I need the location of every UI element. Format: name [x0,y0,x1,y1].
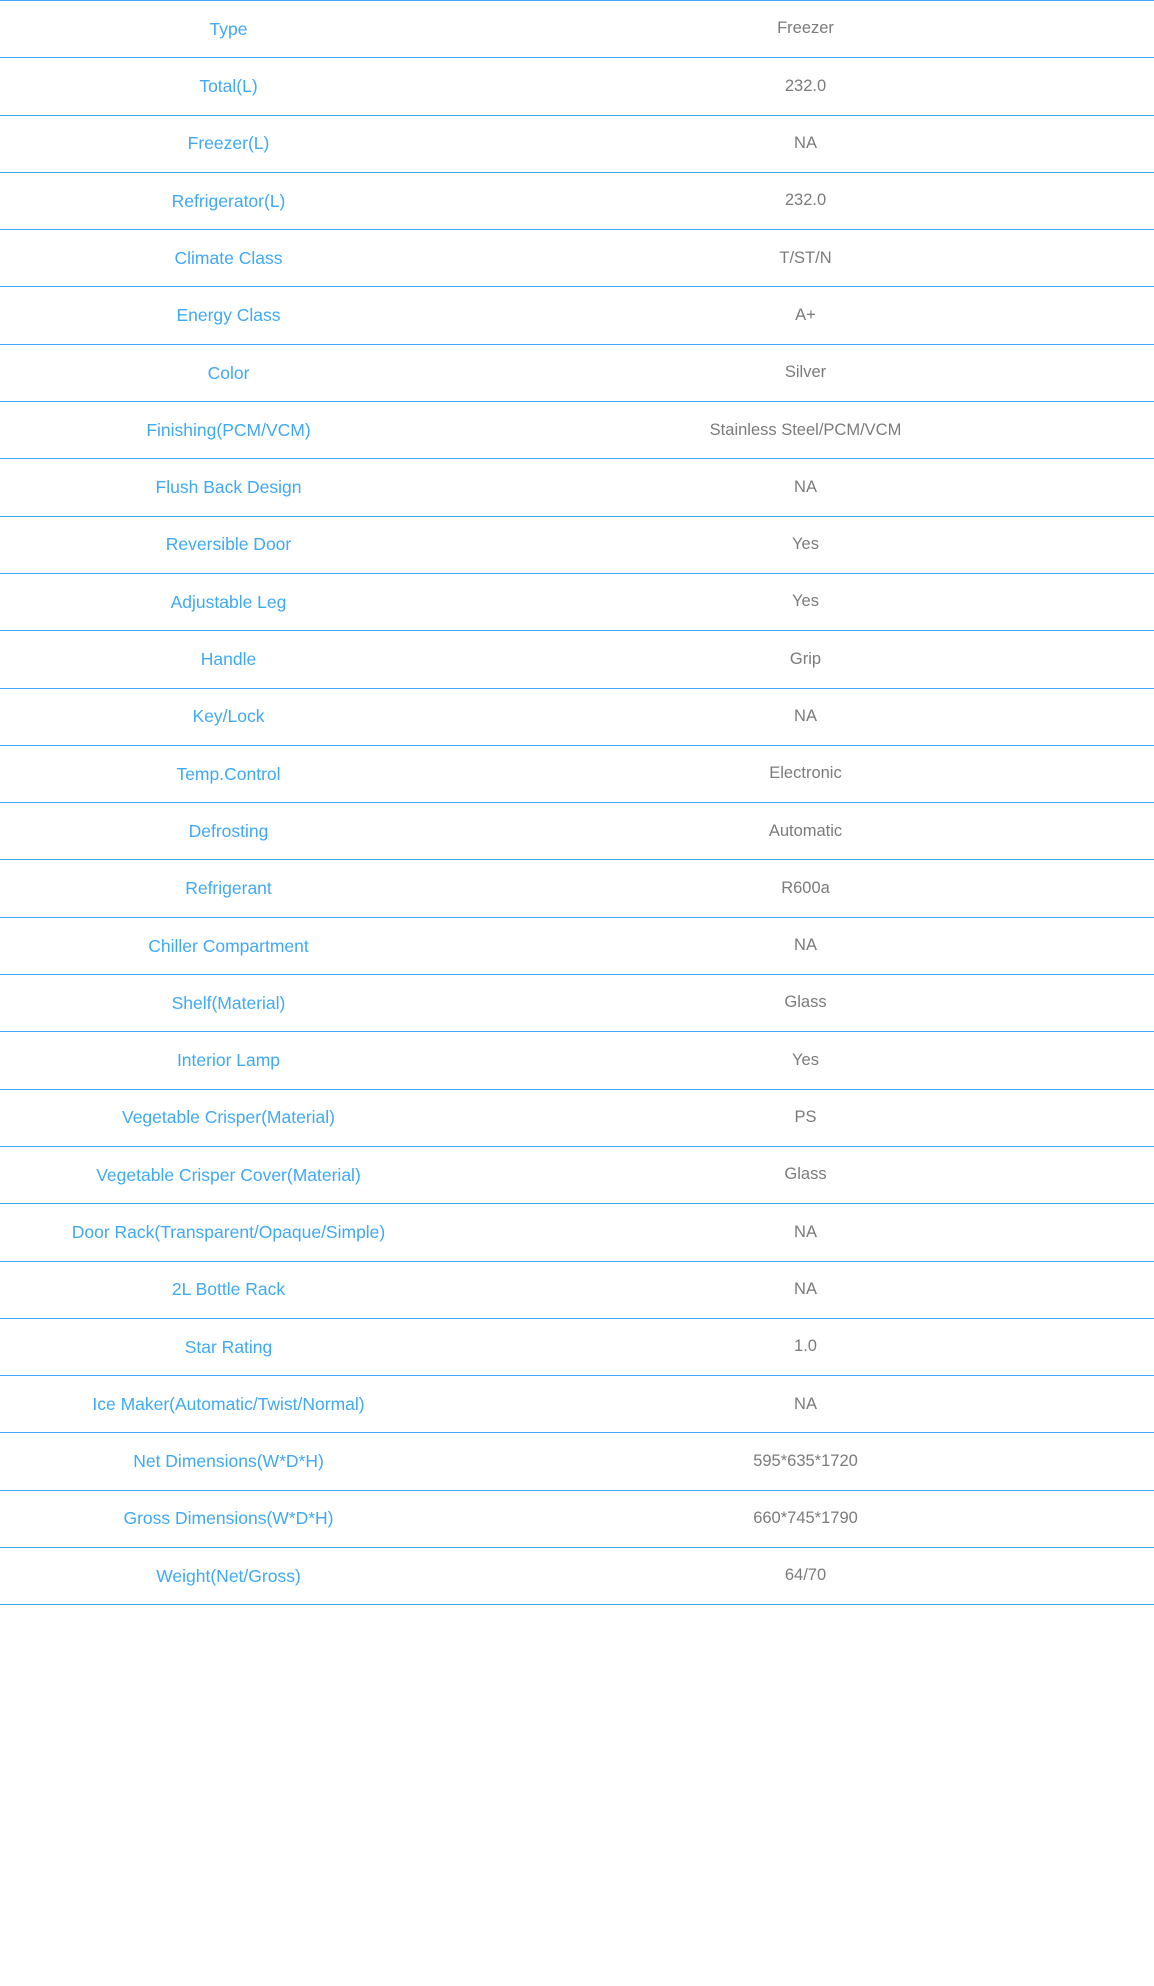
spec-label: Weight(Net/Gross) [0,1548,457,1605]
spec-value: Electronic [457,745,1154,802]
spec-label: Energy Class [0,287,457,344]
spec-label: Refrigerator(L) [0,172,457,229]
table-row [0,631,1154,688]
spec-value: NA [457,1204,1154,1261]
table-row [0,1433,1154,1490]
table-row [0,172,1154,229]
table-row [0,516,1154,573]
spec-value: 660*745*1790 [457,1490,1154,1547]
spec-table-body [0,1,1154,1605]
spec-value: Yes [457,573,1154,630]
spec-label: Total(L) [0,58,457,115]
table-row [0,344,1154,401]
spec-value: NA [457,1376,1154,1433]
spec-value: NA [457,115,1154,172]
spec-label: Ice Maker(Automatic/Twist/Normal) [0,1376,457,1433]
spec-value: 64/70 [457,1548,1154,1605]
table-row [0,1490,1154,1547]
table-row [0,230,1154,287]
spec-value: 1.0 [457,1318,1154,1375]
spec-label: Flush Back Design [0,459,457,516]
table-row [0,1548,1154,1605]
spec-label: Chiller Compartment [0,917,457,974]
spec-value: NA [457,459,1154,516]
spec-value: 232.0 [457,172,1154,229]
table-row [0,745,1154,802]
spec-label: Reversible Door [0,516,457,573]
spec-label: Finishing(PCM/VCM) [0,402,457,459]
spec-value: Yes [457,1032,1154,1089]
spec-label: Net Dimensions(W*D*H) [0,1433,457,1490]
spec-label: 2L Bottle Rack [0,1261,457,1318]
spec-label: Freezer(L) [0,115,457,172]
spec-value: T/ST/N [457,230,1154,287]
spec-value: Freezer [457,1,1154,58]
table-row [0,1032,1154,1089]
table-row [0,860,1154,917]
spec-label: Temp.Control [0,745,457,802]
table-row [0,1318,1154,1375]
table-row [0,917,1154,974]
spec-label: Key/Lock [0,688,457,745]
table-row [0,459,1154,516]
table-row [0,287,1154,344]
spec-value: Automatic [457,803,1154,860]
table-row [0,115,1154,172]
spec-value: 595*635*1720 [457,1433,1154,1490]
table-row [0,1376,1154,1433]
spec-value: PS [457,1089,1154,1146]
table-row [0,688,1154,745]
spec-label: Adjustable Leg [0,573,457,630]
spec-label: Vegetable Crisper(Material) [0,1089,457,1146]
spec-value: NA [457,917,1154,974]
table-row [0,803,1154,860]
spec-value: Stainless Steel/PCM/VCM [457,402,1154,459]
spec-label: Door Rack(Transparent/Opaque/Simple) [0,1204,457,1261]
spec-label: Star Rating [0,1318,457,1375]
spec-label: Vegetable Crisper Cover(Material) [0,1146,457,1203]
table-row [0,1089,1154,1146]
spec-label: Shelf(Material) [0,975,457,1032]
table-row [0,1204,1154,1261]
spec-label: Handle [0,631,457,688]
spec-value: NA [457,1261,1154,1318]
spec-label: Refrigerant [0,860,457,917]
spec-label: Interior Lamp [0,1032,457,1089]
table-row [0,975,1154,1032]
spec-label: Climate Class [0,230,457,287]
spec-label: Color [0,344,457,401]
table-row [0,1,1154,58]
table-row [0,1261,1154,1318]
spec-value: Yes [457,516,1154,573]
table-row [0,1146,1154,1203]
spec-value: Glass [457,975,1154,1032]
table-row [0,573,1154,630]
spec-value: Grip [457,631,1154,688]
spec-label: Type [0,1,457,58]
spec-value: NA [457,688,1154,745]
table-row [0,402,1154,459]
spec-label: Defrosting [0,803,457,860]
spec-value: Silver [457,344,1154,401]
spec-value: R600a [457,860,1154,917]
spec-label: Gross Dimensions(W*D*H) [0,1490,457,1547]
spec-value: A+ [457,287,1154,344]
spec-value: Glass [457,1146,1154,1203]
table-row [0,58,1154,115]
spec-value: 232.0 [457,58,1154,115]
